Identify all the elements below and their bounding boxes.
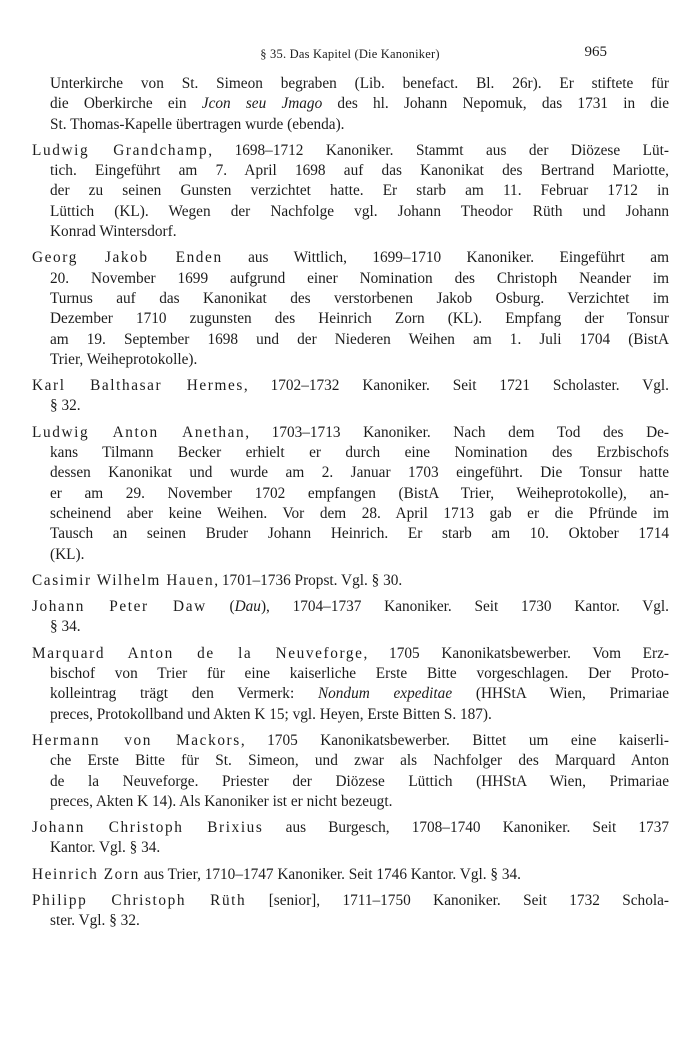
text-run: , 1698–1712 Kanoniker. Stammt aus der Diözese Lüt- [208, 141, 669, 159]
entry-rueth [32, 891, 669, 932]
person-name: Johann Christoph Brixius [32, 819, 264, 837]
page-body [32, 74, 669, 932]
text-line: preces, Akten K 14). Als Kanoniker ist er nicht bezeugt. [50, 792, 393, 810]
person-name: Karl Balthasar Hermes [32, 377, 244, 395]
text-line [32, 376, 669, 396]
text-line [32, 248, 669, 268]
person-name: Casimir Wilhelm Hauen [32, 571, 215, 589]
text-line: ster. Vgl. § 32. [50, 912, 140, 930]
text-line: (KL). [50, 545, 85, 563]
text-run: kolleintrag trägt den Vermerk: [50, 685, 318, 703]
person-name: Ludwig Anton Anethan [32, 423, 246, 441]
entry-mackors [32, 731, 669, 812]
text-line: 20. November 1699 aufgrund einer Nomination des Christoph Neander im [50, 269, 669, 287]
text-line: der zu seinen Gunsten verzichtet hatte. Er starb am 11. Februar 1712 in [50, 182, 669, 200]
text-line: tich. Eingeführt am 7. April 1698 auf das Kanonikat des Bertrand Mariotte, [50, 162, 669, 180]
text-line: Turnus auf das Kanonikat des verstorbenen Jakob Osburg. Verzichtet im [50, 289, 669, 307]
person-name: Heinrich Zorn [32, 865, 140, 883]
entry-brixius [32, 818, 669, 859]
entry-grandchamp [32, 141, 669, 242]
text-line [32, 644, 669, 664]
text-run: ( [206, 598, 235, 616]
person-name: Johann Peter Daw [32, 598, 207, 616]
text-line [32, 571, 669, 591]
text-line: kans Tilmann Becker erhielt er durch eine Nomination des Erzbischofs [50, 444, 669, 462]
entry-hermes [32, 376, 669, 417]
text-run: , 1701–1736 Propst. Vgl. § 30. [214, 571, 403, 589]
person-name: Ludwig Grandchamp [32, 141, 209, 159]
text-run: ), 1704–1737 Kanoniker. Seit 1730 Kantor. Vgl. [260, 598, 670, 616]
text-line [32, 423, 669, 443]
text-line [32, 684, 669, 704]
text-line: § 32. [50, 397, 81, 415]
italic-term: Jcon seu Jmago [201, 95, 323, 113]
entry-anethan [32, 423, 669, 565]
text-run: , 1702–1732 Kanoniker. Seit 1721 Scholaster. Vgl. [243, 377, 669, 395]
text-run: aus Burgesch, 1708–1740 Kanoniker. Seit 1737 [263, 819, 669, 837]
text-run: (HHStA Wien, Primariae [452, 685, 669, 703]
text-line: Konrad Wintersdorf. [50, 223, 177, 241]
text-line: Unterkirche von St. Simeon begraben (Lib. benefact. Bl. 26r). Er stiftete für [50, 75, 669, 92]
text-line [32, 818, 669, 838]
text-line [32, 865, 669, 885]
person-name: Marquard Anton de la Neuveforge [32, 644, 364, 662]
intro-paragraph [32, 74, 669, 135]
text-line: er am 29. November 1702 empfangen (BistA Trier, Weiheprotokolle), an- [50, 484, 669, 502]
entry-neuveforge [32, 644, 669, 725]
entry-enden [32, 248, 669, 370]
text-line: Lüttich (KL). Wegen der Nachfolge vgl. Johann Theodor Rüth und Johann [50, 202, 669, 220]
text-line [32, 141, 669, 161]
text-line: bischof von Trier für eine kaiserliche Erste Bitte vorgeschlagen. Der Proto- [50, 665, 669, 683]
text-line: am 19. September 1698 und der Niederen Weihen am 1. Juli 1704 (BistA [50, 330, 669, 348]
running-head: § 35. Das Kapitel (Die Kanoniker) [260, 47, 440, 61]
text-line: Tausch an seinen Bruder Johann Heinrich. Er starb am 10. Oktober 1714 [50, 525, 669, 543]
text-run: die Oberkirche ein [50, 95, 202, 113]
page-number: 965 [584, 44, 607, 60]
person-name: Georg Jakob Enden [32, 249, 223, 267]
text-line: Trier, Weiheprotokolle). [50, 350, 198, 368]
text-run: des hl. Johann Nepomuk, das 1731 in die [322, 95, 669, 113]
text-line: § 34. [50, 618, 81, 636]
entry-daw [32, 597, 669, 638]
text-line: preces, Protokollband und Akten K 15; vgl. Heyen, Erste Bitten S. 187). [50, 705, 492, 723]
person-name: Hermann von Mackors [32, 731, 241, 749]
italic-term: Nondum expeditae [317, 685, 453, 703]
text-line: de la Neuveforge. Priester der Diözese Lüttich (HHStA Wien, Primariae [50, 772, 669, 790]
text-line [32, 731, 669, 751]
entry-hauen [32, 571, 669, 591]
text-run: [senior], 1711–1750 Kanoniker. Seit 1732 Schola- [246, 891, 669, 909]
entry-zorn [32, 865, 669, 885]
text-line [50, 94, 669, 114]
italic-term: Dau [234, 598, 261, 616]
text-line: Dezember 1710 zugunsten des Heinrich Zorn (KL). Empfang der Tonsur [50, 310, 669, 328]
page-header [0, 44, 700, 64]
text-line: scheinend aber keine Weihen. Vor dem 28. April 1713 gab er die Pfründe im [50, 504, 669, 522]
text-line [32, 891, 669, 911]
text-run: , 1705 Kanonikatsbewerber. Vom Erz- [363, 644, 669, 662]
text-run: aus Trier, 1710–1747 Kanoniker. Seit 1746 Kantor. Vgl. § 34. [139, 865, 521, 883]
text-line: dessen Kanonikat und wurde am 2. Januar 1703 eingeführt. Die Tonsur hatte [50, 464, 669, 482]
text-line [32, 597, 669, 617]
person-name: Philipp Christoph Rüth [32, 891, 247, 909]
text-line: che Erste Bitte für St. Simeon, und zwar als Nachfolger des Marquard Anton [50, 752, 669, 770]
text-line: St. Thomas-Kapelle übertragen wurde (ebenda). [50, 115, 345, 133]
text-run: , 1705 Kanonikatsbewerber. Bittet um eine kaiserli- [240, 731, 669, 749]
text-run: , 1703–1713 Kanoniker. Nach dem Tod des De- [245, 423, 669, 441]
text-run: aus Wittlich, 1699–1710 Kanoniker. Eingeführt am [222, 249, 669, 267]
text-line: Kantor. Vgl. § 34. [50, 839, 161, 857]
